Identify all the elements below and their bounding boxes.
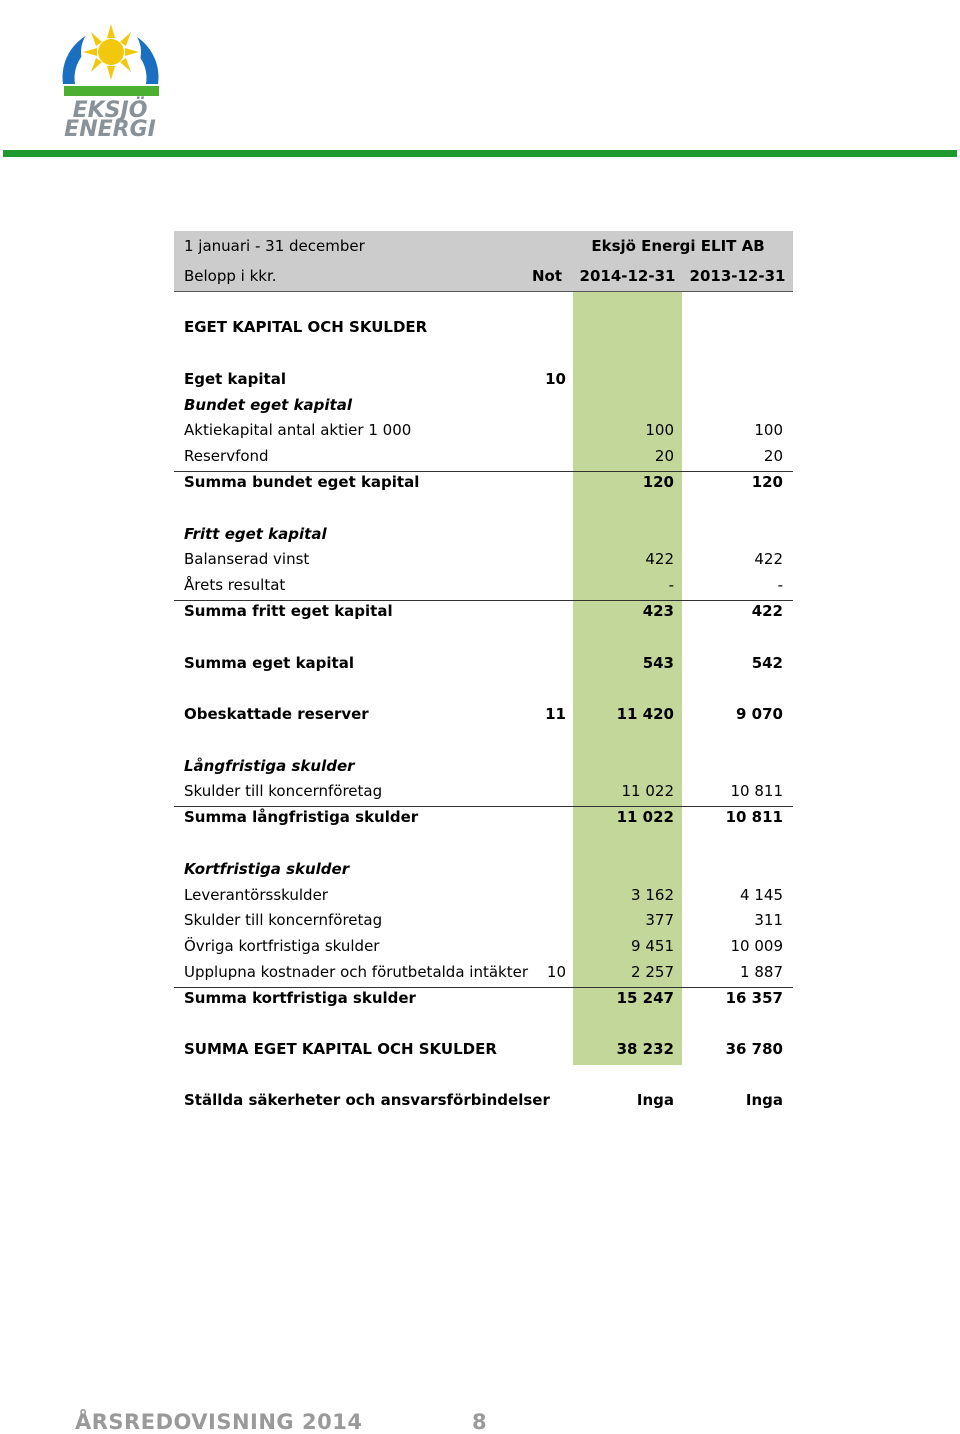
row-value-2013: 9 070 (736, 705, 783, 723)
row-label: Summa långfristiga skulder (184, 808, 419, 826)
row-label: SUMMA EGET KAPITAL OCH SKULDER (184, 1040, 497, 1058)
row-value-2013: - (777, 576, 783, 594)
svg-text:EKSJÖ: EKSJÖ (72, 98, 148, 123)
row-label: Årets resultat (184, 576, 286, 594)
row-label: Summa bundet eget kapital (184, 473, 420, 491)
row-label: EGET KAPITAL OCH SKULDER (184, 318, 428, 336)
row-value-2013: 36 780 (725, 1040, 783, 1058)
row-value-2014: 11 022 (621, 782, 674, 800)
row-value-2014: 377 (645, 911, 674, 929)
row-value-2014: 9 451 (631, 937, 674, 955)
row-label: Summa kortfristiga skulder (184, 989, 416, 1007)
row-label: Upplupna kostnader och förutbetalda intäkter (184, 963, 528, 981)
row-value-2014: 15 247 (616, 989, 674, 1007)
svg-text:ENERGI: ENERGI (64, 117, 156, 138)
row-value-2014: 120 (642, 473, 674, 491)
row-value-2013: 1 887 (740, 963, 783, 981)
row-value-2013: 20 (763, 447, 783, 465)
row-label: Aktiekapital antal aktier 1 000 (184, 421, 412, 439)
row-value-2014: 3 162 (631, 886, 674, 904)
unit-label: Belopp i kkr. (184, 267, 277, 285)
row-value-2014: 423 (642, 602, 674, 620)
row-label: Obeskattade reserver (184, 705, 369, 723)
sum-rule (174, 600, 793, 601)
not-header: Not (531, 267, 562, 285)
row-label: Bundet eget kapital (184, 396, 352, 414)
row-label: Övriga kortfristiga skulder (184, 937, 380, 955)
row-label: Fritt eget kapital (184, 525, 327, 543)
row-value-2014: 100 (645, 421, 674, 439)
row-note: 10 (545, 370, 566, 388)
year1-header: 2014-12-31 (579, 267, 676, 285)
row-label: Skulder till koncernföretag (184, 911, 383, 929)
footer-title: ÅRSREDOVISNING 2014 (75, 1410, 363, 1434)
row-value-2013: 542 (751, 654, 783, 672)
row-value-2013: 16 357 (725, 989, 783, 1007)
row-label: Långfristiga skulder (184, 757, 355, 775)
logo-grass-icon (64, 86, 159, 96)
row-value-2014: 20 (654, 447, 674, 465)
row-label: Skulder till koncernföretag (184, 782, 383, 800)
row-label: Leverantörsskulder (184, 886, 328, 904)
period-label: 1 januari - 31 december (184, 237, 365, 255)
row-value-2013: Inga (745, 1091, 783, 1109)
row-label: Ställda säkerheter och ansvarsförbindelser (184, 1091, 550, 1109)
row-value-2013: 10 811 (725, 808, 783, 826)
row-value-2014: Inga (636, 1091, 674, 1109)
sun-icon (83, 24, 139, 80)
row-label: Summa fritt eget kapital (184, 602, 393, 620)
row-value-2014: 543 (642, 654, 674, 672)
page-number: 8 (472, 1410, 488, 1434)
row-note: 10 (546, 963, 566, 981)
row-value-2013: 311 (754, 911, 783, 929)
eksjo-energi-logo (38, 2, 183, 138)
row-value-2014: 11 022 (616, 808, 674, 826)
row-note: 11 (545, 705, 566, 723)
sum-rule (174, 471, 793, 472)
row-value-2014: 38 232 (616, 1040, 674, 1058)
row-value-2014: 11 420 (616, 705, 674, 723)
sum-rule (174, 987, 793, 988)
row-label: Kortfristiga skulder (184, 860, 350, 878)
row-value-2013: 100 (754, 421, 783, 439)
row-value-2013: 120 (751, 473, 783, 491)
sum-rule (174, 806, 793, 807)
row-value-2014: 422 (645, 550, 674, 568)
row-label: Eget kapital (184, 370, 286, 388)
header-rule (3, 150, 957, 157)
row-value-2014: - (668, 576, 674, 594)
year2-header: 2013-12-31 (689, 267, 786, 285)
row-value-2013: 10 811 (730, 782, 783, 800)
row-value-2013: 422 (751, 602, 783, 620)
row-label: Reservfond (184, 447, 269, 465)
row-label: Summa eget kapital (184, 654, 354, 672)
company-name: Eksjö Energi ELIT AB (591, 237, 765, 255)
row-value-2013: 422 (754, 550, 783, 568)
row-value-2014: 2 257 (631, 963, 674, 981)
row-value-2013: 4 145 (740, 886, 783, 904)
row-label: Balanserad vinst (184, 550, 310, 568)
row-value-2013: 10 009 (730, 937, 783, 955)
